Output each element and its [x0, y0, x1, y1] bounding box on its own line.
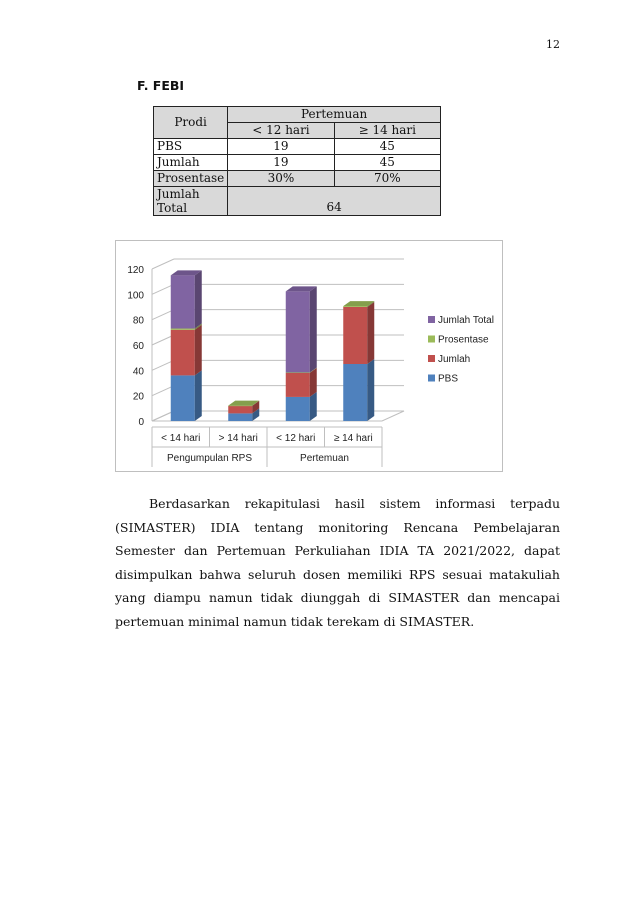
y-tick-label: 40 — [132, 366, 144, 378]
page-number: 12 — [546, 38, 560, 51]
table-row — [154, 139, 441, 155]
row-value-lt: 30% — [228, 171, 334, 187]
legend-swatch — [428, 316, 435, 323]
row-value-ge: 70% — [334, 171, 440, 187]
gridline-side — [152, 284, 174, 294]
x-tick-label: < 12 hari — [276, 433, 316, 444]
gridline-side — [152, 310, 174, 320]
bar-side-jumlah-total — [310, 286, 317, 372]
table-header-row — [154, 107, 441, 123]
gridline-side — [152, 386, 174, 396]
bar-segment-jumlah-total — [286, 291, 310, 372]
legend-swatch — [428, 355, 435, 362]
bar-segment-pbs — [228, 413, 252, 421]
table-row — [154, 155, 441, 171]
chart-svg — [116, 241, 502, 471]
table-row — [154, 171, 441, 187]
bar-side-jumlah — [195, 325, 202, 376]
bar-segment-prosentase — [286, 372, 310, 373]
x-tick-label: < 14 hari — [161, 433, 201, 444]
row-value-lt: 19 — [228, 139, 334, 155]
section-heading: F. FEBI — [137, 78, 185, 93]
bar-segment-pbs — [343, 364, 367, 421]
pertemuan-header: Pertemuan — [228, 107, 441, 123]
y-tick-label: 0 — [138, 417, 144, 428]
bar-side-pbs — [310, 392, 317, 421]
total-label-line1: Jumlah — [157, 187, 200, 201]
bar-segment-prosentase — [228, 406, 252, 407]
x-tick-label: > 14 hari — [218, 433, 258, 444]
bar-side-pbs — [367, 359, 374, 421]
legend-entry: Prosentase — [438, 334, 489, 346]
bar-segment-jumlah — [286, 373, 310, 397]
total-value: 64 — [228, 187, 441, 216]
row-label: Jumlah — [154, 155, 228, 171]
y-tick-label: 120 — [127, 265, 144, 276]
bar-segment-pbs — [171, 375, 195, 421]
bar-side-jumlah — [310, 368, 317, 397]
row-value-ge: 45 — [334, 139, 440, 155]
paragraph-text: Berdasarkan rekapitulasi hasil sistem informasi terpadu (SIMASTER) IDIA tentang monitoring Rencana Pembelajaran Semester dan Pertemuan Perkuliahan IDIA TA 2021/2022, dapat disimpulkan bahwa seluruh dosen memiliki RPS sesuai matakuliah yang diampu namun tidak diunggah di SIMASTER dan mencapai pertemuan minimal namun tidak terekam di SIMASTER. — [115, 496, 560, 629]
recap-table — [153, 106, 441, 216]
bar-segment-prosentase — [343, 306, 367, 307]
row-value-lt: 19 — [228, 155, 334, 171]
y-tick-label: 100 — [127, 290, 144, 302]
legend-entry: Jumlah — [438, 354, 471, 365]
y-tick-label: 20 — [132, 391, 144, 403]
gridline-side — [152, 335, 174, 345]
gridline-side — [152, 360, 174, 370]
bar-segment-jumlah — [343, 307, 367, 364]
bar-segment-jumlah — [171, 330, 195, 376]
bar-segment-jumlah-total — [171, 275, 195, 328]
bar-side-jumlah — [367, 302, 374, 364]
col-lt-header: < 12 hari — [228, 123, 334, 139]
group-label: Pertemuan — [300, 453, 349, 464]
y-tick-label: 80 — [132, 315, 144, 327]
total-label — [154, 187, 228, 216]
legend-swatch — [428, 375, 435, 382]
legend-entry: PBS — [438, 373, 459, 385]
prodi-header: Prodi — [154, 107, 228, 139]
conclusion-paragraph — [115, 492, 560, 633]
row-value-ge: 45 — [334, 155, 440, 171]
col-ge-header: ≥ 14 hari — [334, 123, 440, 139]
x-tick-label: ≥ 14 hari — [333, 433, 373, 444]
total-label-line2: Total — [157, 201, 188, 215]
table-total-row — [154, 187, 441, 216]
gridline-side — [152, 259, 174, 269]
y-tick-label: 60 — [132, 341, 144, 352]
row-label: PBS — [154, 139, 228, 155]
row-label: Prosentase — [154, 171, 228, 187]
bar-segment-jumlah — [228, 406, 252, 414]
bar-side-pbs — [195, 370, 202, 421]
legend-swatch — [428, 336, 435, 343]
legend-entry: Jumlah Total — [438, 315, 494, 326]
bar-side-jumlah-total — [195, 270, 202, 328]
bar-segment-prosentase — [171, 329, 195, 330]
bar-segment-pbs — [286, 397, 310, 421]
stacked-bar-chart — [115, 240, 503, 472]
group-label: Pengumpulan RPS — [166, 453, 253, 464]
